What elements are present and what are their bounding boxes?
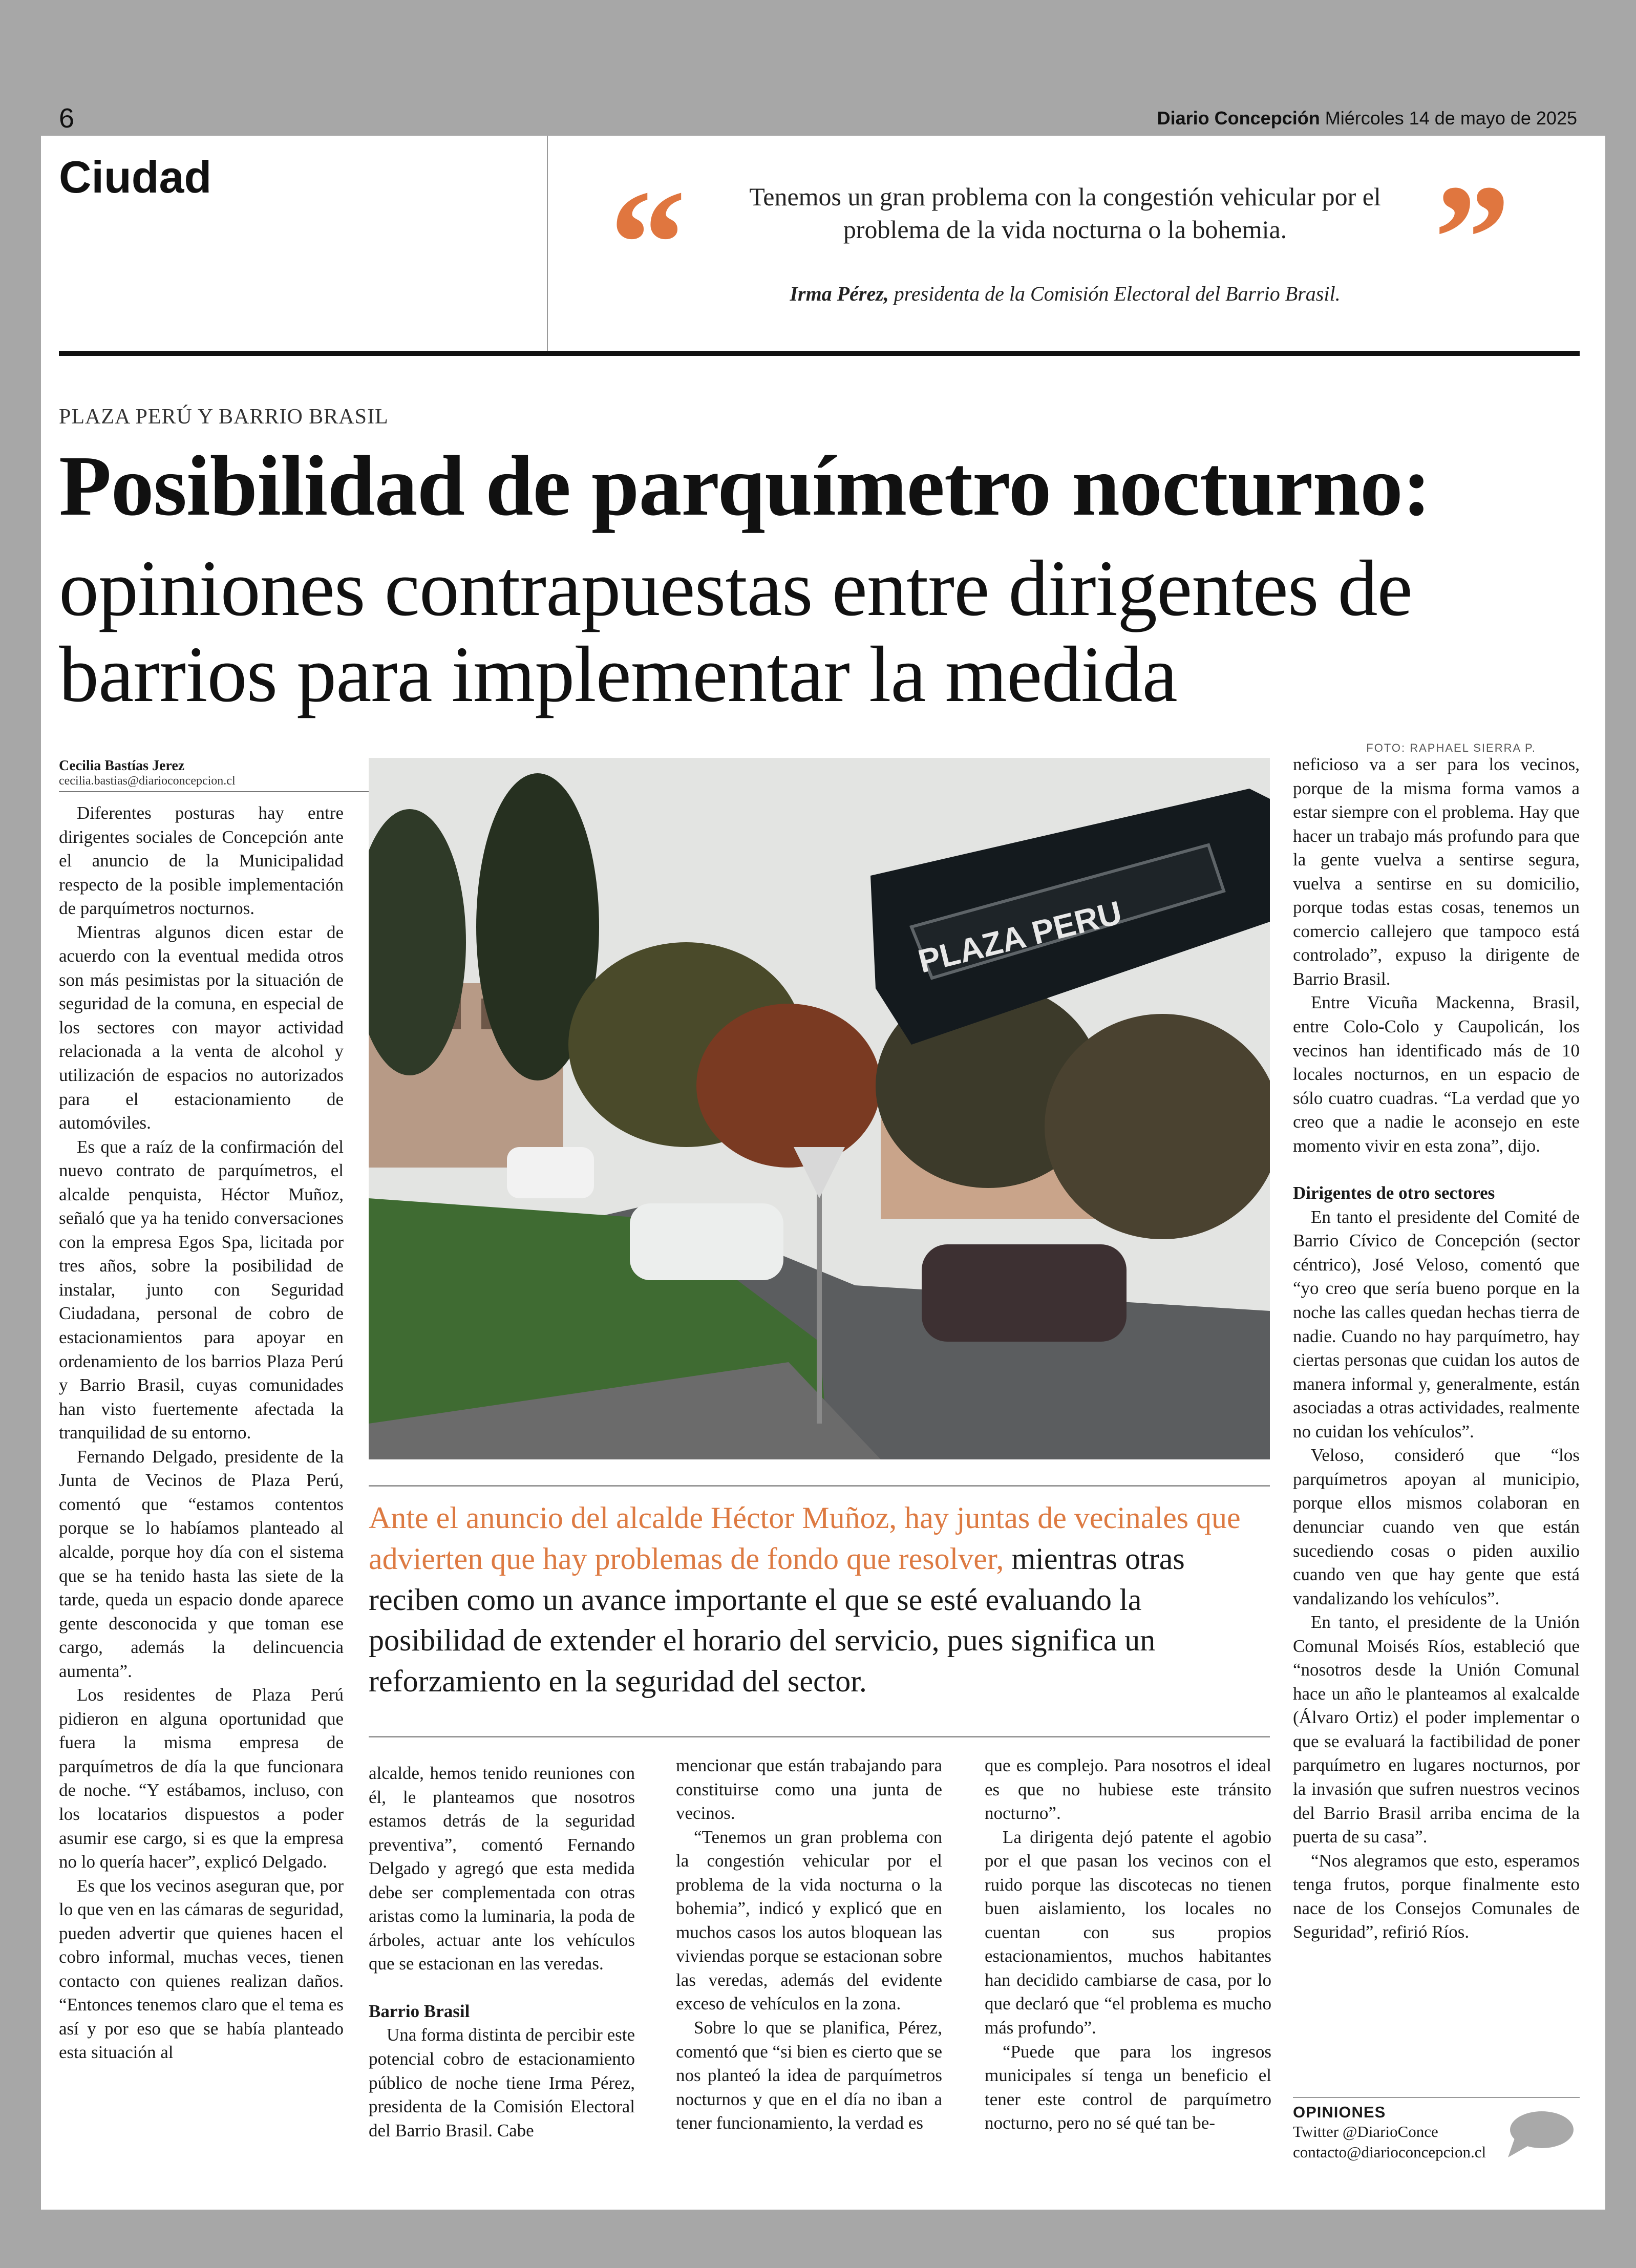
article-photo xyxy=(369,758,1270,1459)
photo-credit: FOTO: RAPHAEL SIERRA P. xyxy=(1366,741,1536,754)
author-name: Cecilia Bastías Jerez xyxy=(59,758,185,774)
plaza-peru-sign-text: PLAZA PERU xyxy=(914,894,1125,980)
article-column-2 xyxy=(369,1762,635,2143)
paragraph: que es complejo. Para nosotros el ideal es que no hubiese este tránsito nocturno”. xyxy=(985,1755,1271,1824)
pull-quote-bottom-rule xyxy=(369,1736,1270,1737)
paragraph: “Nos alegramos que esto, esperamos tenga frutos, porque finalmente esto nace de los Consejos Comunales de Seguridad”, refirió Ríos. xyxy=(1293,1850,1580,1942)
paragraph: Una forma distinta de percibir este potencial cobro de estacionamiento público de noche tiene Irma Pérez, presidenta de la Comisión Electoral del Barrio Brasil. Cabe xyxy=(369,2025,635,2140)
paragraph: En tanto el presidente del Comité de Barrio Cívico de Concepción (sector céntrico), José Veloso, comentó que “yo creo que sería bueno porque en la noche las calles quedan hechas tierra de nadie. Cuando no hay parquímetro, hay ciertas personas que cuidan los autos de manera informal y, generalmente, están asociadas a otras actividades, realmente no cuidan los vehículos”. xyxy=(1293,1206,1580,1442)
author-email: cecilia.bastias@diarioconcepcion.cl xyxy=(59,774,236,788)
paper-name: Diario Concepción xyxy=(1157,108,1320,129)
paragraph: Fernando Delgado, presidente de la Junta de Vecinos de Plaza Perú, comentó que “estamos contentos porque se lo habíamos planteado al alcalde, porque hoy día con el sistema que se ha tenido hasta las siete de la tarde, queda un espacio donde aparece gente desconocida y que toman ese cargo, además la delincuencia aumenta”. xyxy=(59,1446,344,1681)
newspaper-page xyxy=(41,136,1605,2210)
paragraph: Veloso, consideró que “los parquímetros apoyan al municipio, porque ellos mismos colaboran en denunciar cuando ven que están sucediendo cosas o piden auxilio cuando ven que hay gente que está vandalizando los vehículos”. xyxy=(1293,1445,1580,1608)
paragraph: Entre Vicuña Mackenna, Brasil, entre Colo-Colo y Caupolicán, los vecinos han identificado más de 10 locales nocturnos, en un espacio de sólo cuatro cuadras. “La verdad que yo creo que a nadie le aconsejo en este momento vivir en esta zona”, dijo. xyxy=(1293,992,1580,1156)
section-title: Ciudad xyxy=(59,152,212,202)
paragraph: alcalde, hemos tenido reuniones con él, le planteamos que nosotros estamos detrás de la seguridad preventiva”, comentó Fernando Delgado y agregó que esta medida debe ser complementada con otras aristas como la luminaria, la poda de árboles, actuar ante los vehículos que se estacionan en las veredas. xyxy=(369,1763,635,1974)
page-header xyxy=(0,0,1636,136)
opinions-email: contacto@diarioconcepcion.cl xyxy=(1293,2143,1486,2161)
pull-quote-rest: mientras otras reciben como un avance importante el que se esté evaluando la posibilidad de extender el horario del servicio, pues significa un reforzamiento en la seguridad del sector. xyxy=(369,1541,1185,1699)
paragraph: Es que a raíz de la confirmación del nuevo contrato de parquímetros, el alcalde penquista, Héctor Muñoz, señaló que ya ha tenido conversaciones con la empresa Egos Spa, licitada por tres años, sobre la posibilidad de instalar, junto con Seguridad Ciudadana, personal de cobro de estacionamientos para apoyar en ordenamiento de los barrios Plaza Perú y Barrio Brasil, cuyas comunidades han visto fuertemente afectada la tranquilidad de su entorno. xyxy=(59,1136,344,1443)
pull-quote xyxy=(369,1498,1275,1702)
headline-bold: Posibilidad de parquímetro nocturno: xyxy=(59,438,1431,534)
featured-quote-text: Tenemos un gran problema con la congestión vehicular por el problema de la vida nocturna o la bohemia. xyxy=(749,182,1381,244)
paragraph: neficioso va a ser para los vecinos, porque de la misma forma vamos a estar siempre con el problema. Hay que hacer un trabajo más profundo para que la gente vuelva a sentirse segura, vuelva a sentirse en su domicilio, porque todas estas cosas, tenemos un comercio callejero que tampoco está controlado”, expuso la dirigente de Barrio Brasil. xyxy=(1293,754,1580,989)
paragraph: Los residentes de Plaza Perú pidieron en alguna oportunidad que fuera la misma empresa de parquímetros de día la que funcionara de noche. “Y estábamos, incluso, con los locatarios dispuestos a poder asumir ese cargo, si es que la empresa no lo quería hacer”, explicó Delgado. xyxy=(59,1685,344,1872)
article-column-3 xyxy=(676,1754,942,2135)
header-divider xyxy=(547,136,548,351)
paragraph: Diferentes posturas hay entre dirigentes sociales de Concepción ante el anuncio de la Municipalidad respecto de la posible implementación de parquímetros nocturnos. xyxy=(59,803,344,919)
plaza-peru-photo xyxy=(369,758,1270,1459)
opinions-box xyxy=(1293,2097,1580,2163)
quote-author-name: Irma Pérez, xyxy=(790,282,889,305)
issue-date: Miércoles 14 de mayo de 2025 xyxy=(1325,108,1577,129)
header-rule xyxy=(59,351,1580,356)
page-number: 6 xyxy=(59,103,75,134)
subheading-barrio-brasil: Barrio Brasil xyxy=(369,2001,470,2021)
paragraph: “Tenemos un gran problema con la congestión vehicular por el problema de la vida nocturna o la bohemia”, indicó y explicó que en muchos casos los autos bloquean las viviendas porque se estacionan sobre las veredas, además del evidente exceso de vehículos en la zona. xyxy=(676,1827,942,2014)
paragraph: “Puede que para los ingresos municipales sí tenga un beneficio el tener este control de parquímetro nocturno, pero no sé qué tan be- xyxy=(985,2041,1271,2133)
subheading-otros-sectores: Dirigentes de otro sectores xyxy=(1293,1183,1495,1203)
byline xyxy=(59,758,384,792)
paragraph: Sobre lo que se planifica, Pérez, comentó que “si bien es cierto que se nos planteó la idea de parquímetros nocturnos y que en el día no iban a tener funcionamiento, la verdad es xyxy=(676,2018,942,2133)
quote-author-role: presidenta de la Comisión Electoral del Barrio Brasil. xyxy=(894,282,1341,305)
paragraph: Mientras algunos dicen estar de acuerdo con la eventual medida otros son más pesimistas por la situación de seguridad de la comuna, en especial de los sectores con mayor actividad relacionada a la venta de alcohol y utilización de espacios no autorizados para el estacionamiento de automóviles. xyxy=(59,922,344,1133)
masthead xyxy=(1157,108,1577,129)
article-column-1 xyxy=(59,801,344,2065)
featured-quote-author xyxy=(645,282,1485,306)
paragraph: La dirigenta dejó patente el agobio por el que pasan los vecinos con el ruido porque las discotecas no tienen buen aislamiento, los locales no cuentan con sus propios estacionamientos, muchos habitantes han decidido cambiarse de casa, por lo que declaró que “el problema es mucho más profundo”. xyxy=(985,1827,1271,2038)
pull-quote-highlight: Ante el anuncio del alcalde Héctor Muñoz, hay juntas de vecinales que advierten que hay problemas de fondo que resolver, xyxy=(369,1501,1241,1576)
pull-quote-top-rule xyxy=(369,1485,1270,1487)
article-column-5 xyxy=(1293,753,1580,1944)
close-quote-icon: ” xyxy=(1434,153,1511,323)
paragraph: En tanto, el presidente de la Unión Comunal Moisés Ríos, estableció que “nosotros desde la Unión Comunal hace un año le planteamos al exalcalde (Álvaro Ortiz) el poder implementar o que se evaluará la factibilidad de poner parquímetro en lugares nocturnos, por la invasión que sufren nuestros vecinos del Barrio Brasil arriba encima de la puerta de su casa”. xyxy=(1293,1612,1580,1847)
paragraph: mencionar que están trabajando para constituirse como una junta de vecinos. xyxy=(676,1755,942,1824)
headline-subtitle: opiniones contrapuestas entre dirigentes de barrios para implementar la medida xyxy=(59,544,1412,719)
open-quote-icon: “ xyxy=(609,158,686,328)
opinions-title: OPINIONES xyxy=(1293,2103,1386,2121)
speech-bubble-icon xyxy=(1503,2108,1575,2159)
article-kicker: PLAZA PERÚ Y BARRIO BRASIL xyxy=(59,405,389,429)
article-column-4 xyxy=(985,1754,1271,2135)
paragraph: Es que los vecinos aseguran que, por lo que ven en las cámaras de seguridad, pueden advertir que quienes hacen el cobro informal, muchas veces, tienen contacto con quienes realizan daños. “Entonces tenemos claro que el tema es así y por eso que se había planteado esta situación al xyxy=(59,1875,344,2063)
opinions-twitter: Twitter @DiarioConce xyxy=(1293,2123,1438,2140)
